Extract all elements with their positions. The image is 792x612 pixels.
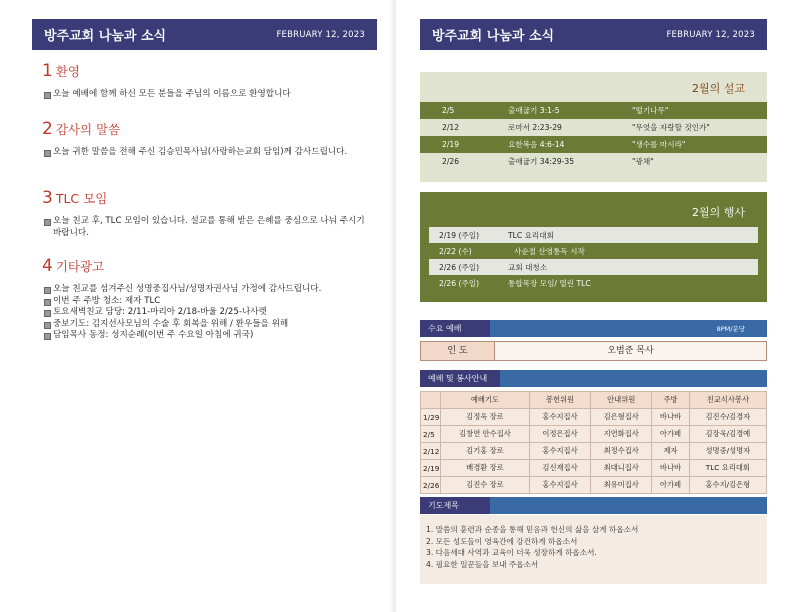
table-cell: 김기홍 장로 — [441, 443, 530, 460]
table-header-cell — [421, 392, 441, 409]
table-cell: 김진수 장로 — [441, 477, 530, 494]
list-item: 중보기도: 김지선사모님의 수술 후 회복을 위해 / 환우들을 위해 — [42, 319, 372, 331]
table-row — [421, 426, 767, 443]
sermon-passage: 출애굽기 34:29-35 — [508, 157, 575, 166]
table-row — [421, 477, 767, 494]
table-cell: 배경환 장로 — [441, 460, 530, 477]
leader-name: 오범준 목사 — [495, 342, 766, 360]
section-number: 2 — [42, 119, 53, 139]
sermon-box — [420, 72, 767, 182]
table-cell: 김정욱 장로 — [441, 409, 530, 426]
events-box-title: 2월의 행사 — [692, 206, 745, 219]
table-cell: 2/19 — [421, 460, 441, 477]
prayer-item: 3. 다음세대 사역과 교육이 더욱 성장하게 하옵소서. — [426, 548, 597, 558]
right-header — [420, 19, 767, 50]
table-cell: 최유미집사 — [591, 477, 652, 494]
prayer-item: 4. 필요한 일꾼들을 보내 주옵소서 — [426, 559, 539, 569]
table-cell: 김신재집사 — [529, 460, 590, 477]
list-item: 오늘 귀한 말씀을 전해 주신 김승민목사님(사랑하는교회 담임)께 감사드립니다. — [42, 147, 372, 159]
event-row — [429, 227, 758, 243]
event-name: 교회 대청소 — [508, 262, 548, 272]
list-item: 오늘 친교 후, TLC 모임이 있습니다. 설교를 통해 받은 은혜를 중심으로 나눠 주시기 바랍니다. — [42, 216, 372, 239]
section-title: 감사의 말씀 — [55, 122, 121, 137]
section-title: 환영 — [55, 64, 80, 79]
section-welcome — [42, 61, 372, 101]
section-title: 기타광고 — [55, 259, 105, 274]
section-number: 4 — [42, 256, 53, 276]
table-cell: 바나바 — [652, 409, 689, 426]
sermon-box-title: 2월의 설교 — [692, 82, 745, 95]
sermon-date: 2/12 — [442, 123, 460, 132]
table-cell: 홍수지/김은형 — [689, 477, 766, 494]
event-row — [429, 243, 758, 259]
prayer-bar — [420, 497, 767, 514]
sermon-row — [420, 102, 767, 119]
sermon-passage: 요한복음 4:6-14 — [508, 140, 565, 149]
table-cell: 최정수집사 — [591, 443, 652, 460]
prayer-title: 기도제목 — [428, 501, 459, 510]
list-item: 오늘 친교를 섬겨주신 성명중집사님/성명자권사님 가정에 감사드립니다. — [42, 284, 372, 296]
section-thanks — [42, 119, 372, 159]
sermon-date: 2/5 — [442, 106, 455, 115]
left-header-date: FEBRUARY 12, 2023 — [276, 29, 365, 40]
table-cell: 2/12 — [421, 443, 441, 460]
section-number: 3 — [42, 188, 53, 208]
table-cell: 김은형집사 — [591, 409, 652, 426]
table-header-cell: 봉헌위원 — [529, 392, 590, 409]
table-cell: 홍수지집사 — [529, 409, 590, 426]
wednesday-service-time: 8PM/분당 — [716, 325, 745, 333]
wednesday-service-bar — [420, 320, 767, 337]
table-cell: 1/29 — [421, 409, 441, 426]
section-tlc — [42, 188, 372, 239]
table-cell: 2/26 — [421, 477, 441, 494]
sermon-row — [420, 153, 767, 170]
sermon-title: "생수를 마시라" — [632, 140, 686, 149]
table-cell: 아가페 — [652, 477, 689, 494]
table-cell: 지연화집사 — [591, 426, 652, 443]
sermon-title: "떨기나무" — [632, 106, 669, 115]
wednesday-service-title: 수요 예배 — [428, 324, 462, 333]
table-cell: 아가페 — [652, 426, 689, 443]
event-date: 2/19 (주일) — [439, 230, 480, 240]
table-header-cell: 친교식사봉사 — [689, 392, 766, 409]
prayer-item: 2. 모든 성도들이 영육간에 강건하게 하옵소서 — [426, 536, 578, 546]
table-header-cell: 안내위원 — [591, 392, 652, 409]
table-cell: 성명중/성명자 — [689, 443, 766, 460]
list-item: 담임목사 동정: 성지순례(이번 주 수요일 아침에 귀국) — [42, 330, 372, 342]
section-announcements — [42, 256, 372, 342]
section-title: TLC 모임 — [55, 191, 108, 206]
event-row — [429, 275, 758, 291]
prayer-box — [420, 515, 767, 584]
events-box — [420, 192, 767, 302]
sermon-passage: 출애굽기 3:1-5 — [508, 106, 560, 115]
sermon-title: "무엇을 자랑할 것인가" — [632, 123, 710, 132]
table-row — [421, 409, 767, 426]
table-cell: 김창연 안수집사 — [441, 426, 530, 443]
table-cell: TLC 요리대회 — [689, 460, 766, 477]
event-name: 사순절 산영통독 시작 — [514, 246, 585, 256]
table-cell: 홍수지집사 — [529, 443, 590, 460]
table-cell: 홍수지집사 — [529, 477, 590, 494]
table-cell: 바나바 — [652, 460, 689, 477]
event-name: 통합목장 모임/ 열린 TLC — [508, 278, 591, 288]
right-header-date: FEBRUARY 12, 2023 — [666, 29, 755, 40]
list-item: 오늘 예배에 함께 하신 모든 분들을 주님의 이름으로 환영합니다 — [42, 89, 372, 101]
list-item: 토요새벽친교 담당: 2/11-마리아 2/18-바울 2/25-나사렛 — [42, 307, 372, 319]
service-title: 예배 및 봉사안내 — [428, 374, 488, 383]
prayer-item: 1. 말씀의 훈련과 순종을 통해 믿음과 헌신의 삶을 살게 하옵소서 — [426, 525, 639, 534]
table-cell: 최대니집사 — [591, 460, 652, 477]
section-number: 1 — [42, 61, 53, 81]
left-header-title: 방주교회 나눔과 소식 — [44, 29, 167, 44]
sermon-row — [420, 119, 767, 136]
table-header-row — [421, 392, 767, 409]
right-page — [396, 0, 792, 612]
table-row — [421, 443, 767, 460]
event-date: 2/26 (주일) — [439, 262, 480, 272]
service-table — [420, 391, 767, 494]
event-date: 2/26 (주일) — [439, 278, 480, 288]
table-cell: 제자 — [652, 443, 689, 460]
table-cell: 이정은집사 — [529, 426, 590, 443]
sermon-date: 2/26 — [442, 157, 460, 166]
sermon-passage: 로마서 2:23-29 — [508, 123, 562, 132]
left-header — [32, 19, 377, 50]
service-bar — [420, 370, 767, 387]
table-cell: 김진수/김경자 — [689, 409, 766, 426]
table-row — [421, 460, 767, 477]
sermon-date: 2/19 — [442, 140, 460, 149]
sermon-title: "광채" — [632, 157, 654, 166]
wednesday-leader-row — [420, 341, 767, 361]
table-cell: 김장욱/김경예 — [689, 426, 766, 443]
table-header-cell: 주방 — [652, 392, 689, 409]
table-header-cell: 예배기도 — [441, 392, 530, 409]
event-date: 2/22 (수) — [439, 246, 472, 256]
event-name: TLC 요리대회 — [508, 230, 554, 240]
event-row — [429, 259, 758, 275]
leader-role: 인 도 — [421, 342, 495, 360]
table-cell: 2/5 — [421, 426, 441, 443]
right-header-title: 방주교회 나눔과 소식 — [432, 29, 555, 44]
sermon-row — [420, 136, 767, 153]
list-item: 이번 주 주방 청소: 제자 TLC — [42, 296, 372, 308]
